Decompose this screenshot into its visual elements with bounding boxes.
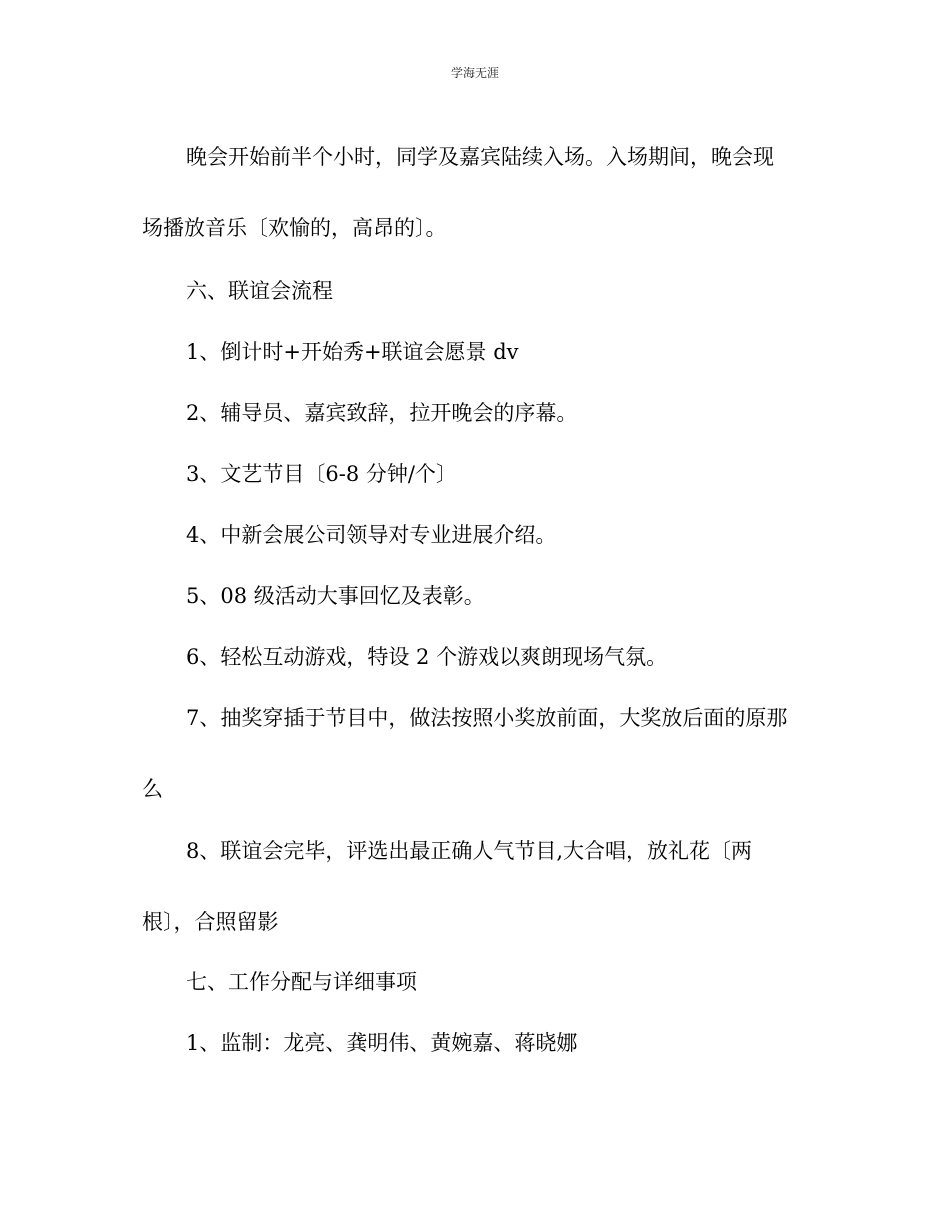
list-item: 7、抽奖穿插于节目中，做法按照小奖放前面，大奖放后面的原那 <box>186 706 788 730</box>
list-item: 4、中新会展公司领导对专业进展介绍。 <box>186 523 557 547</box>
list-item: 6、轻松互动游戏，特设 2 个游戏以爽朗现场气氛。 <box>186 645 668 669</box>
list-item: 8、联谊会完毕，评选出最正确人气节目,大合唱，放礼花〔两 <box>186 839 753 863</box>
section-heading: 六、联谊会流程 <box>186 279 333 303</box>
list-item-continuation: 根〕，合照留影 <box>142 910 279 934</box>
page-header: 学海无涯 <box>450 66 499 80</box>
list-item: 1、倒计时+开始秀+联谊会愿景 dv <box>186 340 519 364</box>
list-item: 2、辅导员、嘉宾致辞，拉开晚会的序幕。 <box>186 401 578 425</box>
list-item: 5、08 级活动大事回忆及表彰。 <box>186 584 485 608</box>
paragraph-line: 场播放音乐〔欢愉的，高昂的〕。 <box>142 216 447 240</box>
paragraph-line: 晚会开始前半个小时，同学及嘉宾陆续入场。入场期间，晚会现 <box>186 145 774 169</box>
section-heading: 七、工作分配与详细事项 <box>186 970 417 994</box>
list-item-continuation: 么 <box>142 777 163 801</box>
list-item: 1、监制：龙亮、龚明伟、黄婉嘉、蒋晓娜 <box>186 1031 578 1055</box>
list-item: 3、文艺节目〔6-8 分钟/个〕 <box>186 462 457 486</box>
